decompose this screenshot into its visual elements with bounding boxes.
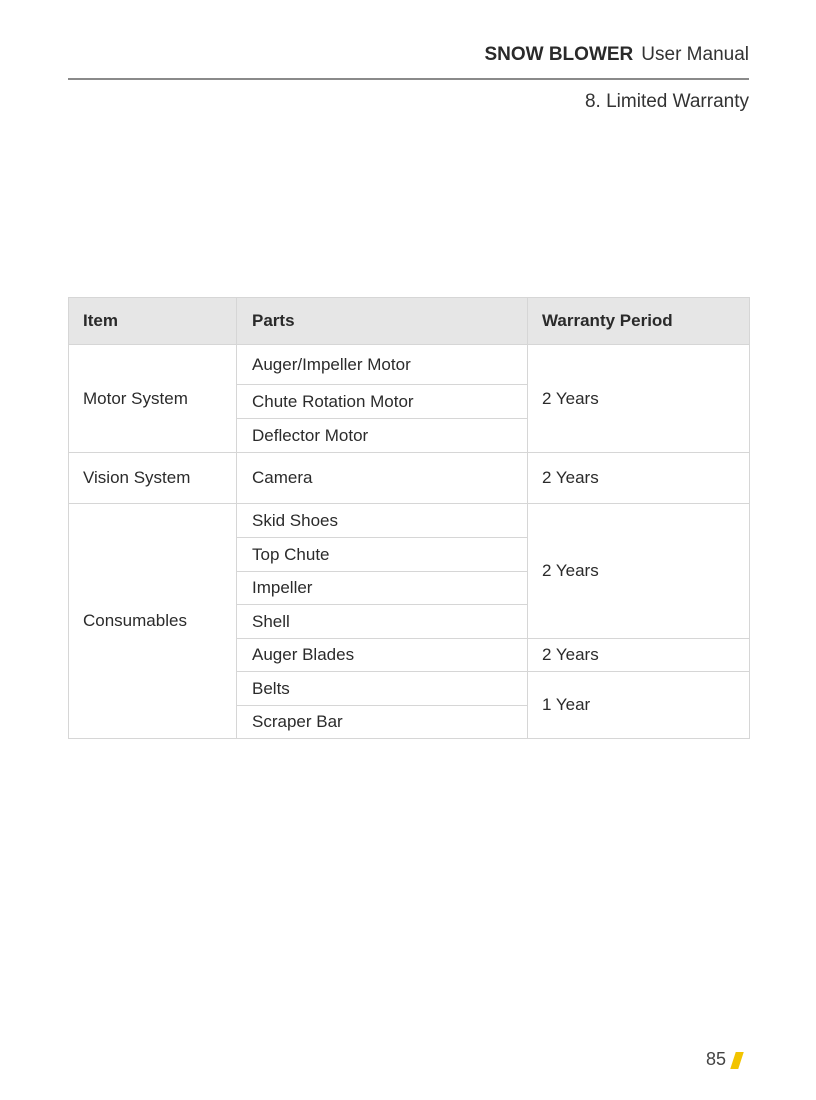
item-cell: Motor System	[69, 345, 237, 453]
page-number: 85	[705, 1049, 726, 1069]
document-type: User Manual	[641, 44, 749, 65]
column-header-parts: Parts	[237, 298, 528, 345]
part-cell: Auger Blades	[237, 639, 528, 672]
part-cell: Top Chute	[237, 538, 528, 572]
part-cell: Scraper Bar	[237, 706, 528, 739]
item-cell: Vision System	[69, 453, 237, 504]
column-header-warranty-period: Warranty Period	[528, 298, 750, 345]
warranty-table	[68, 297, 750, 739]
table-row	[69, 345, 750, 385]
part-cell: Impeller	[237, 572, 528, 605]
part-cell: Chute Rotation Motor	[237, 385, 528, 419]
table-row	[69, 453, 750, 504]
column-header-item: Item	[69, 298, 237, 345]
product-name: SNOW BLOWER	[484, 44, 634, 65]
part-cell: Skid Shoes	[237, 504, 528, 538]
document-header	[484, 44, 749, 66]
part-cell: Shell	[237, 605, 528, 639]
warranty-period-cell: 2 Years	[528, 345, 750, 453]
part-cell: Belts	[237, 672, 528, 706]
warranty-period-cell: 2 Years	[528, 504, 750, 639]
warranty-period-cell: 2 Years	[528, 453, 750, 504]
item-cell: Consumables	[69, 504, 237, 739]
table-row	[69, 504, 750, 538]
part-cell: Deflector Motor	[237, 419, 528, 453]
header-divider	[68, 78, 749, 80]
page-accent-mark	[730, 1052, 744, 1069]
warranty-period-cell: 2 Years	[528, 639, 750, 672]
warranty-period-cell: 1 Year	[528, 672, 750, 739]
part-cell: Auger/Impeller Motor	[237, 345, 528, 385]
section-title: 8. Limited Warranty	[584, 91, 749, 112]
part-cell: Camera	[237, 453, 528, 504]
table-header-row	[69, 298, 750, 345]
